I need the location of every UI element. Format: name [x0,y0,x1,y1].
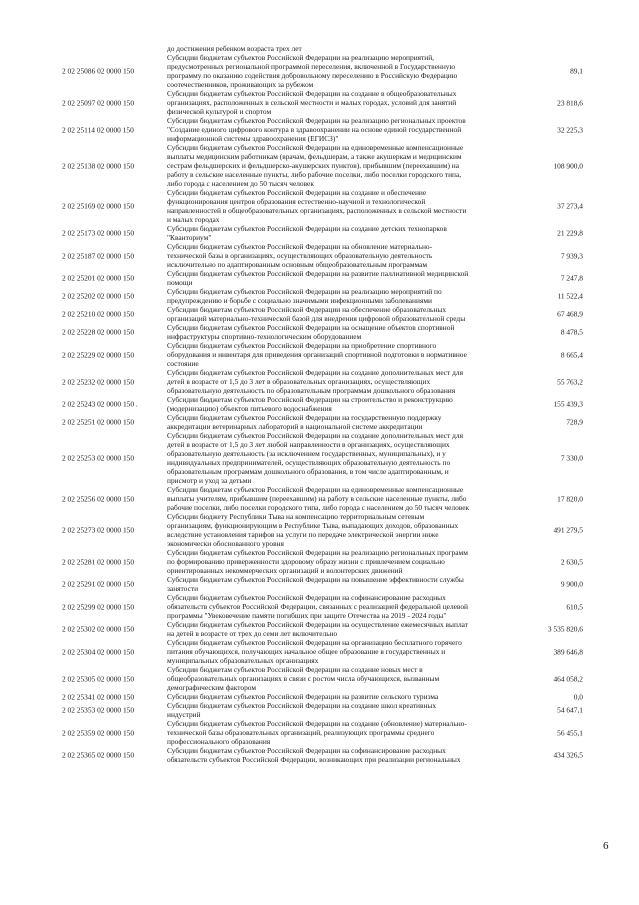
description-line: Субсидии бюджетам субъектов Российской Федерации на создание (обновление) материально- [167,719,467,728]
income-description [167,323,519,341]
income-code: 2 02 25243 02 0000 150 . [62,399,138,409]
description-line: организаций материально-технической базой для внедрения цифровой образовательной среды [167,314,466,323]
income-code: 2 02 25138 02 0000 150 [62,161,135,170]
income-code: 2 02 25253 02 0000 150 [62,453,135,463]
income-description [167,341,519,368]
budget-table [0,53,639,764]
income-code: 2 02 25251 02 0000 150 [62,417,135,427]
description-line: Субсидии бюджетам субъектов Российской Федерации на создание школ креативных [167,701,437,710]
table-row [0,620,639,638]
table-row [0,305,639,323]
income-description [167,188,519,224]
description-line: организациях, расположенных в сельской местности и малых городах, условий для занятий [167,98,457,107]
description-line: присмотр и уход за детьми [167,476,252,485]
income-amount: 54 647,1 [557,705,583,715]
table-row [0,719,639,746]
description-line: "Создание единого цифрового контура в здравоохранении на основе единой государственной [167,125,462,134]
description-line: Субсидии бюджетам субъектов Российской Федерации на софинансирование расходных [167,746,446,755]
table-row [0,323,639,341]
income-amount: 2 630,5 [560,557,583,566]
table-row [0,395,639,413]
description-line: (модернизацию) объектов питьевого водоснабжения [167,404,332,413]
continuation-text: до достижения ребенком возраста трех лет [167,44,302,53]
description-line: помощи [167,278,193,287]
table-row [0,116,639,143]
description-line: обязательств субъектов Российской Федерации, связанных с реализацией федеральной целевой [167,602,469,611]
description-line: Субсидии бюджетам субъектов Российской Федерации на реализацию региональных программ [167,548,468,557]
description-line: по формированию приверженности здоровому образу жизни с привлечением социально [167,557,445,566]
income-code: 2 02 25365 02 0000 150 [62,750,135,760]
income-description [167,701,519,719]
description-line: Субсидии бюджетам субъектов Российской Федерации на оснащение объектов спортивной [167,323,455,332]
description-line: Субсидии бюджетам субъектов Российской Федерации на организацию бесплатного горячего [167,638,462,647]
description-line: Субсидии бюджету Республики Тыва на компенсацию территориальным сетевым [167,512,425,521]
income-amount: 7 330,0 [560,453,583,463]
income-amount: 56 455,1 [557,728,583,737]
income-amount: 7 939,3 [560,251,583,260]
income-code: 2 02 25114 02 0000 150 [62,125,134,134]
income-amount: 55 763,2 [557,377,583,386]
description-line: муниципальных образовательных организациях [167,656,319,665]
description-line: Субсидии бюджетам субъектов Российской Федерации на софинансирование расходных [167,593,446,602]
income-amount: 0,0 [573,692,583,701]
description-line: Субсидии бюджетам субъектов Российской Федерации на обеспечение образовательных [167,305,447,314]
income-description [167,269,519,287]
table-row [0,692,639,701]
description-line: соотечественников, проживающих за рубежом [167,80,314,89]
description-line: работу в сельские населенные пункты, либо рабочие поселки, либо поселки городского типа, [167,170,462,179]
income-amount: 21 229,8 [557,228,583,238]
description-line: состояние [167,359,199,368]
description-line: ориентированных некоммерческих организаций и волонтерских движений [167,566,403,575]
description-line: профессионального образования [167,737,271,746]
income-code: 2 02 25228 02 0000 150 [62,327,135,337]
table-row [0,638,639,665]
description-line: Субсидии бюджетам субъектов Российской Федерации на реализацию мероприятий по [167,287,442,296]
table-row [0,575,639,593]
description-line: "Кванториум" [167,233,212,242]
income-amount: 37 273,4 [557,201,583,211]
income-amount: 8 665,4 [560,350,583,359]
description-line: Субсидии бюджетам субъектов Российской Федерации на создание дополнительных мест для [167,431,463,440]
description-line: Субсидии бюджетам субъектов Российской Федерации на приобретение спортивного [167,341,437,350]
income-code: 2 02 25273 02 0000 150 [62,525,135,535]
description-line: Субсидии бюджетам субъектов Российской Федерации на реализацию мероприятий, [167,53,435,62]
income-description [167,143,519,188]
income-description [167,719,519,746]
description-line: Субсидии бюджетам субъектов Российской Федерации на создание новых мест в [167,665,423,674]
description-line: либо города с населением до 50 тысяч человек [167,179,314,188]
description-line: экономически обоснованного уровня [167,539,284,548]
description-line: выплаты медицинским работникам (врачам, фельдшерам, а также акушеркам и медицинским [167,152,462,161]
description-line: программу по оказанию содействия добровольному переселению в Российскую Федерацию [167,71,458,80]
description-line: Субсидии бюджетам субъектов Российской Федерации на строительство и реконструкцию [167,395,453,404]
income-description [167,593,519,620]
income-code: 2 02 25291 02 0000 150 [62,579,135,589]
description-line: индивидуальных предпринимателей, осуществляющих образовательную деятельность по [167,458,451,467]
income-description [167,512,519,548]
income-description [167,485,519,512]
description-line: направленностей в общеобразовательных организациях, расположенных в сельской местности [167,206,467,215]
income-description [167,575,519,593]
table-row [0,485,639,512]
description-line: и малых городах [167,215,220,224]
description-line: сестрам фельдшерских и фельдшерско-акушерских пунктов), прибывшим (переехавшим) на [167,161,460,170]
description-line: Субсидии бюджетам субъектов Российской Федерации на государственную поддержку [167,413,442,422]
table-row [0,224,639,242]
description-line: питания обучающихся, получающих начальное общее образование в государственных и [167,647,446,656]
table-row [0,548,639,575]
description-line: технической базы в организациях, осуществляющих образовательную деятельность [167,251,433,260]
income-description [167,746,519,764]
table-row [0,413,639,431]
description-line: оборудования и инвентаря для приведения организаций спортивной подготовки в нормативное [167,350,467,359]
description-line: Субсидии бюджетам субъектов Российской Федерации на развитие паллиативной медицинской [167,269,469,278]
table-row [0,665,639,692]
description-line: детей в возрасте от 1,5 до 3 лет в образовательных организациях, осуществляющих [167,377,431,386]
description-line: на детей в возрасте от трех до семи лет включительно [167,629,338,638]
income-code: 2 02 25299 02 0000 150 [62,602,135,611]
income-code: 2 02 25187 02 0000 150 [62,251,135,260]
description-line: образовательным программам дошкольного образования, в том числе адаптированным, и [167,467,449,476]
income-code: 2 02 25086 02 0000 150 [62,66,135,76]
income-amount: 155 439,3 [553,399,583,409]
table-row [0,269,639,287]
description-line: организациям, функционирующим в Республике Тыва, выпадающих доходов, образованных [167,521,459,530]
income-amount: 108 900,0 [553,161,583,170]
description-line: физической культурой и спортом [167,107,272,116]
description-line: Субсидии бюджетам субъектов Российской Федерации на единовременные компенсационные [167,143,464,152]
description-line: образовательную деятельность (за исключением государственных, муниципальных), и у [167,449,446,458]
description-line: Субсидии бюджетам субъектов Российской Федерации на создание детских технопарков [167,224,447,233]
income-code: 2 02 25210 02 0000 150 [62,309,135,319]
income-amount: 89,1 [570,66,583,76]
income-description [167,53,519,89]
income-amount: 23 818,6 [557,98,583,107]
description-line: обязательств субъектов Российской Федерации, возникающих при реализации региональных [167,755,461,764]
income-description [167,548,519,575]
income-description [167,287,519,305]
table-row [0,143,639,188]
income-code: 2 02 25302 02 0000 150 [62,624,135,634]
description-line: Субсидии бюджетам субъектов Российской Федерации на реализацию региональных проектов [167,116,466,125]
income-amount: 9 900,0 [560,579,583,589]
income-code: 2 02 25232 02 0000 150 [62,377,135,386]
income-amount: 17 820,0 [557,494,583,503]
income-code: 2 02 25229 02 0000 150 [62,350,135,359]
table-row [0,701,639,719]
description-line: занятости [167,584,199,593]
income-description [167,89,519,116]
income-description [167,413,519,431]
income-code: 2 02 25305 02 0000 150 [62,674,135,683]
income-description [167,665,519,692]
income-code: 2 02 25341 02 0000 150 [62,692,135,701]
income-code: 2 02 25304 02 0000 150 [62,647,135,656]
income-code: 2 02 25169 02 0000 150 [62,201,135,211]
income-description [167,638,519,665]
description-line: программы "Увековечение памяти погибших при защите Отечества на 2019 - 2024 годы" [167,611,447,620]
description-line: предусмотренных региональной программой переселения, включенной в Государственную [167,62,456,71]
description-line: детей в возрасте от 1,5 до 3 лет любой направленности в организациях, осуществляющих [167,440,450,449]
description-line: выплаты учителям, прибывшим (переехавшим) на работу в сельские населенные пункты, либо [167,494,467,503]
description-line: Субсидии бюджетам субъектов Российской Федерации на единовременные компенсационные [167,485,464,494]
income-amount: 3 535 820,6 [547,624,583,634]
description-line: информационной системы здравоохранения (ЕГИСЗ)" [167,134,339,143]
description-line: индустрий [167,710,201,719]
income-amount: 389 646,8 [553,647,583,656]
income-code: 2 02 25359 02 0000 150 [62,728,135,737]
table-row [0,188,639,224]
description-line: Субсидии бюджетам субъектов Российской Федерации на создание дополнительных мест для [167,368,463,377]
income-code: 2 02 25201 02 0000 150 [62,273,135,283]
income-code: 2 02 25097 02 0000 150 [62,98,135,107]
income-amount: 32 225,3 [557,125,583,134]
description-line: исключительно по адаптированным основным общеобразовательным программам [167,260,428,269]
table-row [0,431,639,485]
income-description [167,224,519,242]
description-line: предупреждению и борьбе с социально значимыми инфекционными заболеваниями [167,296,433,305]
table-row [0,368,639,395]
income-code: 2 02 25202 02 0000 150 [62,291,135,301]
table-row [0,287,639,305]
table-row [0,593,639,620]
income-amount: 491 279,5 [553,525,583,535]
description-line: Субсидии бюджетам субъектов Российской Федерации на развитие сельского туризма [167,692,439,701]
description-line: демографическим фактором [167,683,257,692]
income-amount: 11 522,4 [557,291,583,301]
description-line: Субсидии бюджетам субъектов Российской Федерации на осуществление ежемесячных выплат [167,620,468,629]
income-code: 2 02 25353 02 0000 150 [62,705,135,715]
description-line: технической базы образовательных организаций, реализующих программы среднего [167,728,435,737]
description-line: функционирования центров образования естественно-научной и технологической [167,197,426,206]
income-description [167,368,519,395]
description-line: аккредитации ветеринарных лабораторий в национальной системе аккредитации [167,422,423,431]
income-code: 2 02 25281 02 0000 150 [62,557,135,566]
income-description [167,431,519,485]
income-amount: 728,9 [566,417,583,427]
income-code: 2 02 25173 02 0000 150 [62,228,135,238]
income-amount: 464 058,2 [553,674,583,683]
description-line: Субсидии бюджетам субъектов Российской Федерации на обновление материально- [167,242,433,251]
income-description [167,242,519,269]
description-line: вследствие установления тарифов на услуги по передаче электрической энергии ниже [167,530,439,539]
description-line: общеобразовательных организациях в связи с ростом числа обучающихся, вызванным [167,674,440,683]
income-description [167,116,519,143]
income-amount: 434 326,5 [553,750,583,760]
income-amount: 7 247,8 [560,273,583,283]
income-amount: 67 468,9 [557,309,583,319]
income-description [167,395,519,413]
income-description [167,620,519,638]
table-row [0,746,639,764]
page-number: 6 [603,840,609,852]
table-row [0,89,639,116]
description-line: Субсидии бюджетам субъектов Российской Федерации на создание в общеобразовательных [167,89,457,98]
description-line: Субсидии бюджетам субъектов Российской Федерации на повышение эффективности службы [167,575,464,584]
income-description [167,692,519,701]
table-row [0,242,639,269]
table-row [0,512,639,548]
description-line: Субсидии бюджетам субъектов Российской Федерации на создание и обеспечение [167,188,427,197]
income-code: 2 02 25256 02 0000 150 [62,494,135,503]
description-line: рабочие поселки, либо поселки городского типа, либо города с населением до 50 тысяч человек [167,503,470,512]
income-amount: 610,5 [566,602,583,611]
table-row [0,53,639,89]
income-amount: 8 478,5 [560,327,583,337]
table-row [0,341,639,368]
description-line: образовательную деятельность по образовательным программам дошкольного образования [167,386,456,395]
income-description [167,305,519,323]
description-line: инфраструктуры спортивно-технологическим оборудованием [167,332,362,341]
